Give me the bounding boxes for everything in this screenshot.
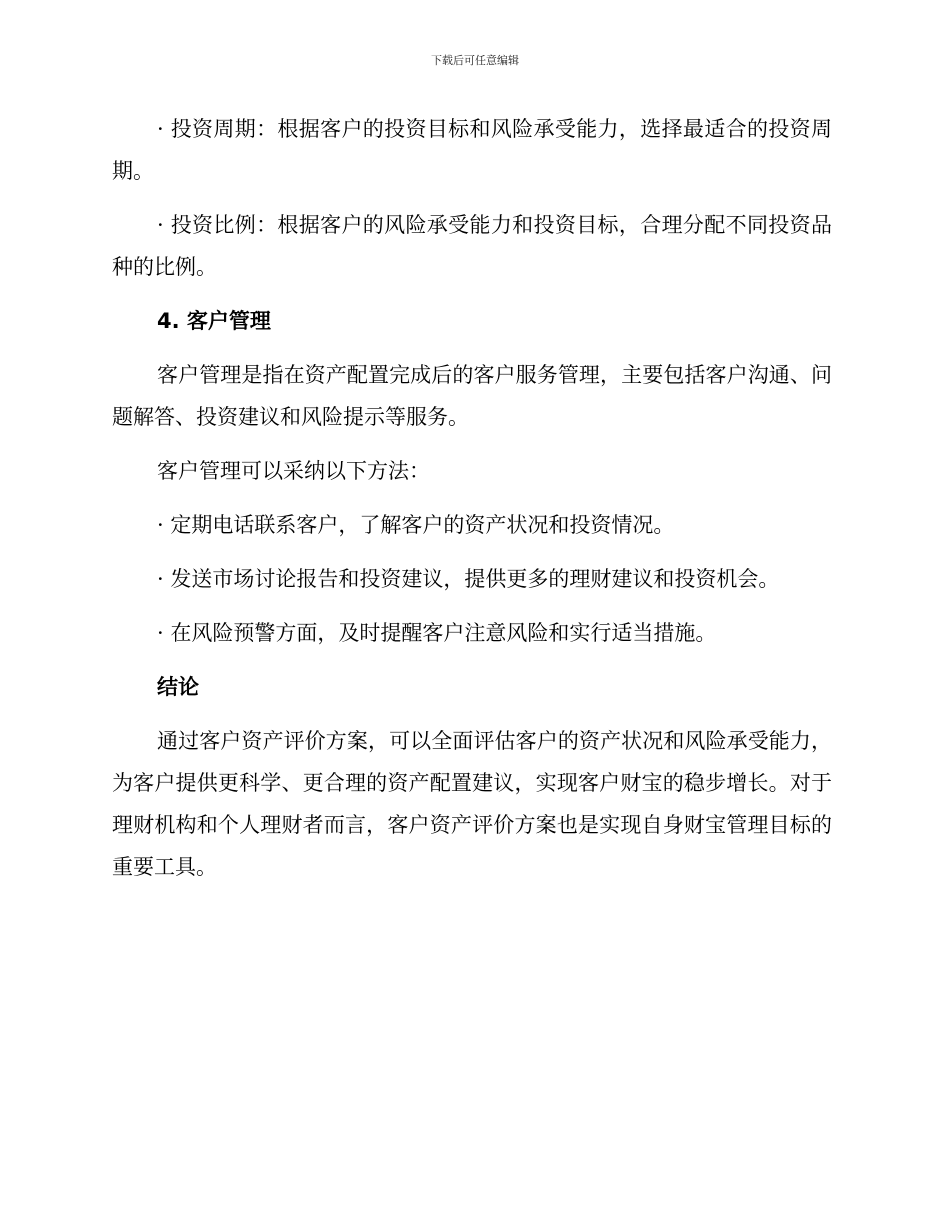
section-heading-client-management: 4. 客户管理 — [157, 309, 271, 333]
method-market-report: · 发送市场讨论报告和投资建议，提供更多的理财建议和投资机会。 — [157, 567, 780, 591]
client-management-intro: 客户管理是指在资产配置完成后的客户服务管理，主要包括客户沟通、问题解答、投资建议和风险提示等服务。 — [112, 363, 832, 429]
client-management-methods-lead: 客户管理可以采纳以下方法： — [157, 459, 430, 483]
bullet-investment-ratio: · 投资比例：根据客户的风险承受能力和投资目标，合理分配不同投资品种的比例。 — [112, 213, 832, 279]
page-header: 下载后可任意编辑 — [431, 54, 519, 67]
conclusion-paragraph: 通过客户资产评价方案，可以全面评估客户的资产状况和风险承受能力，为客户提供更科学、更合理的资产配置建议，实现客户财宝的稳步增长。对于理财机构和个人理财者而言，客户资产评价方案也是实现自身财宝管理目标的重要工具。 — [112, 729, 832, 879]
document-body — [112, 108, 832, 900]
bullet-investment-period: · 投资周期：根据客户的投资目标和风险承受能力，选择最适合的投资周期。 — [112, 117, 832, 183]
method-phone-contact: · 定期电话联系客户，了解客户的资产状况和投资情况。 — [157, 513, 675, 537]
section-heading-conclusion: 结论 — [157, 675, 199, 699]
method-risk-warning: · 在风险预警方面，及时提醒客户注意风险和实行适当措施。 — [157, 621, 717, 645]
